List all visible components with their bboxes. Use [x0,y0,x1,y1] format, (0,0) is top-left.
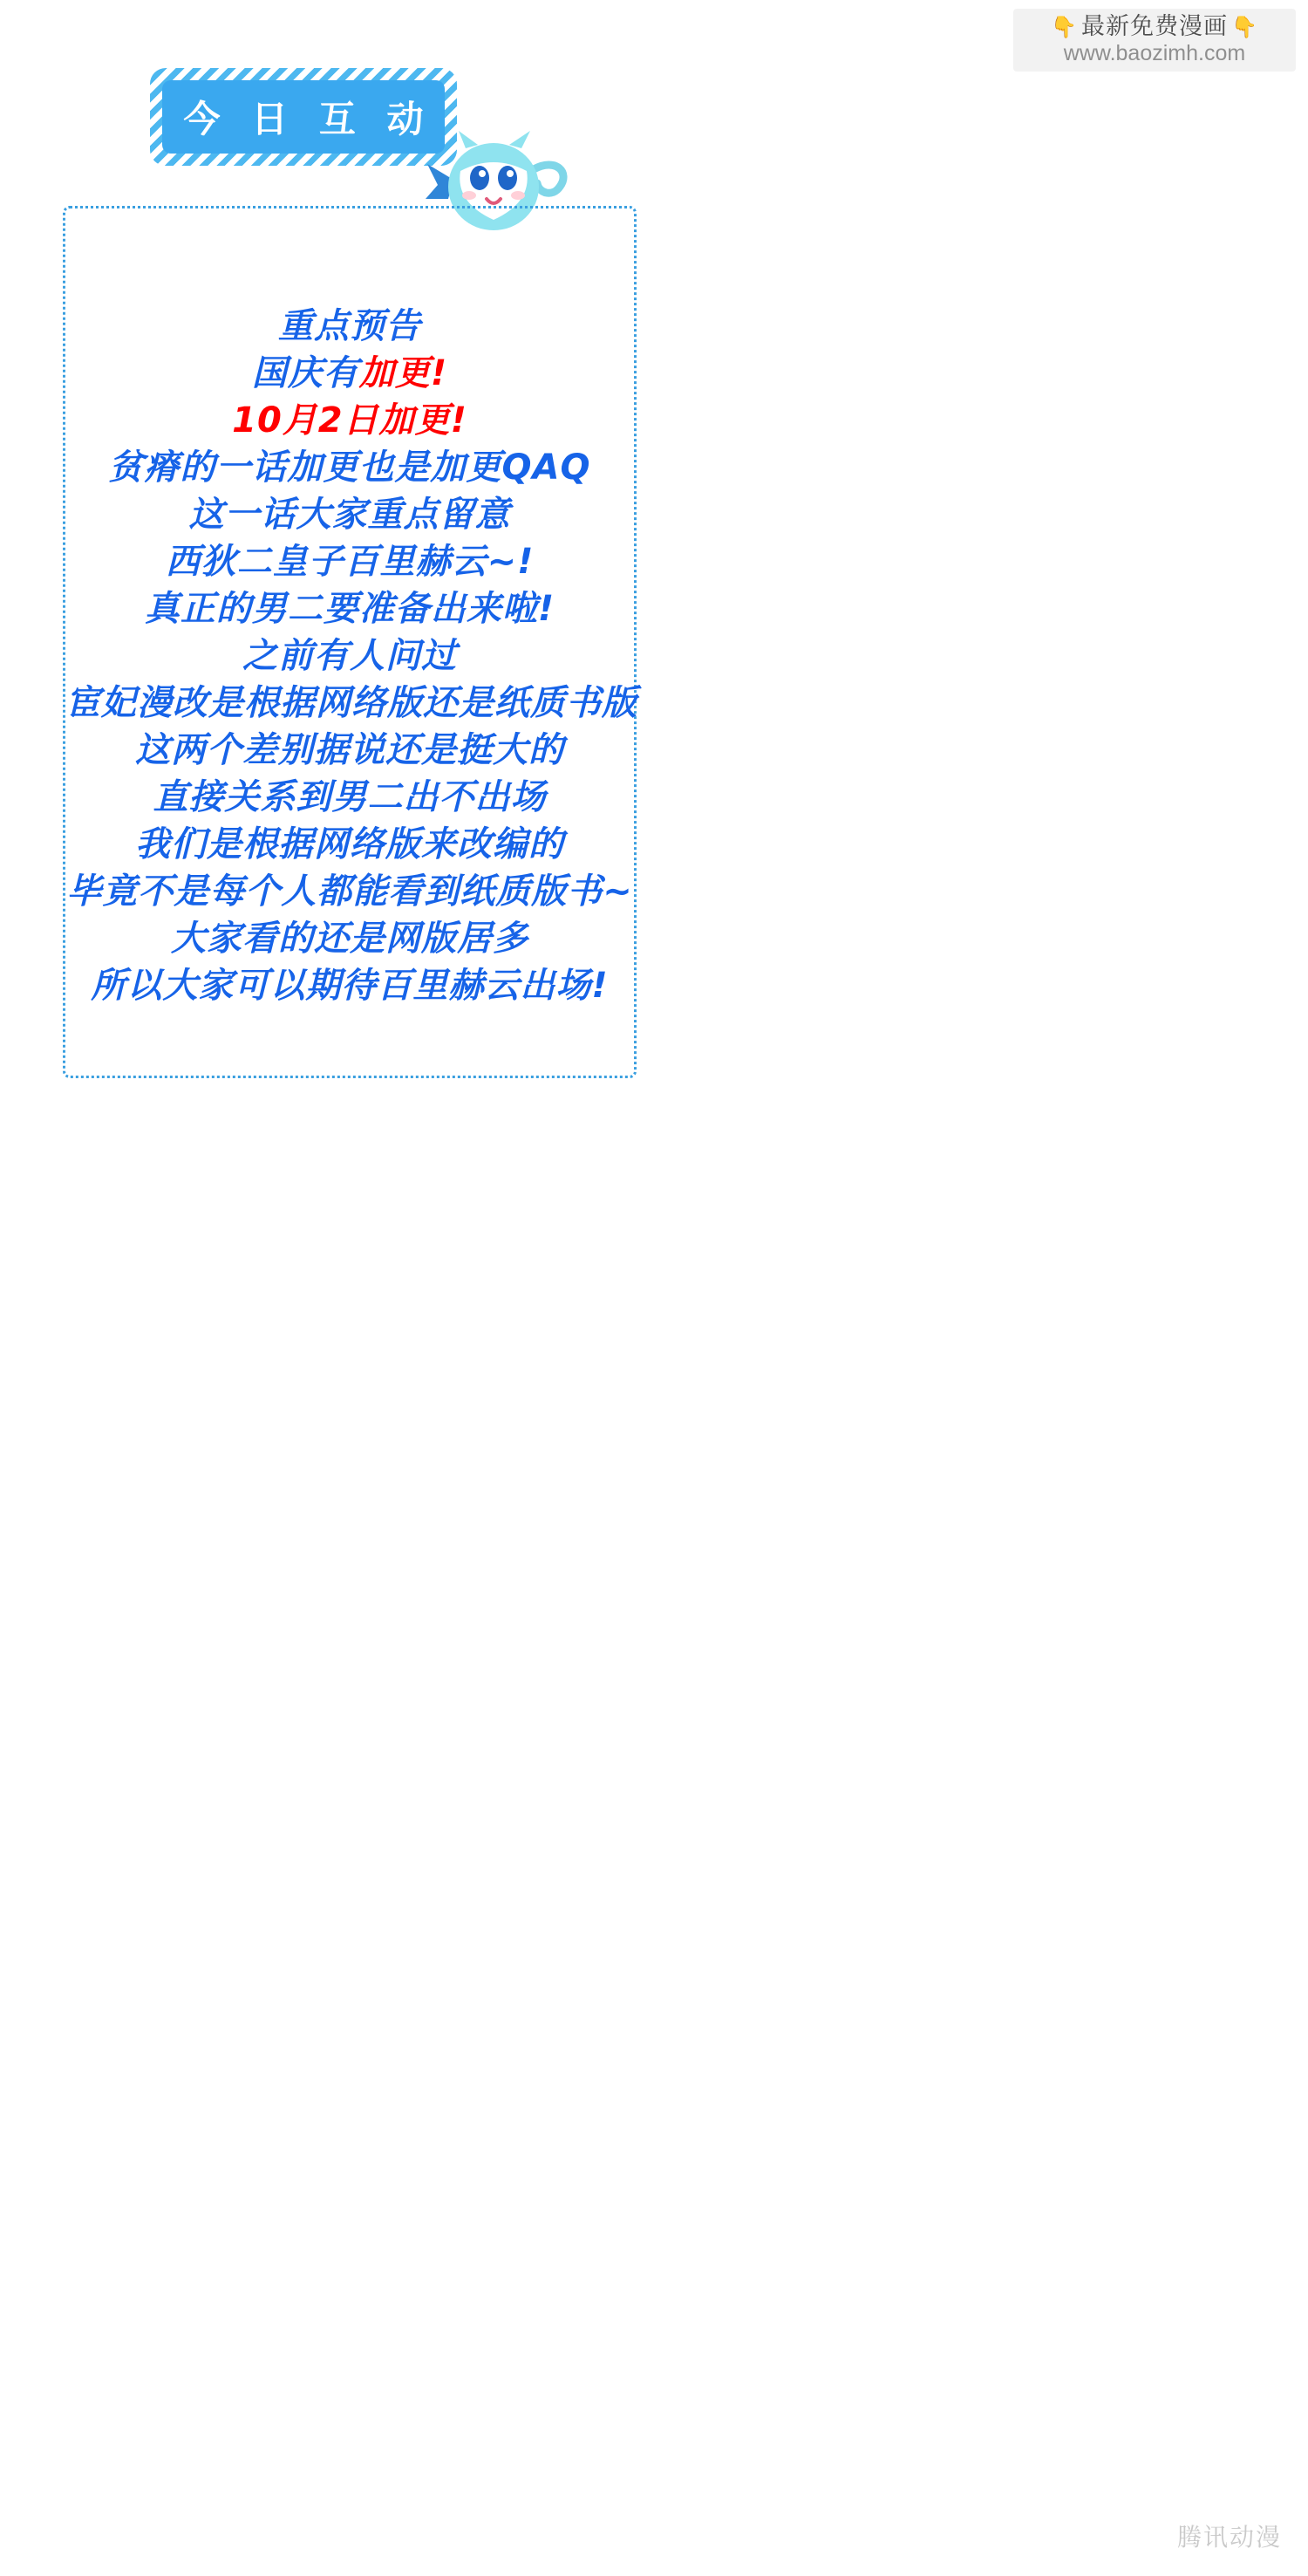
announcement-line [65,444,634,491]
announcement-line [65,491,634,538]
publisher-logo: 腾讯动漫 [1176,2524,1282,2551]
plain-text: 真正的男二要准备出来啦! [144,589,555,629]
announcement-line [65,821,634,868]
announcement-line [65,303,634,350]
plain-text: 国庆有 [251,353,359,393]
announcement-line [65,727,634,774]
plain-text: 宦妃漫改是根据网络版还是纸质书版 [65,683,637,723]
announcement-line [65,632,634,680]
announcement-line [65,397,634,444]
plain-text: 大家看的还是网版居多 [171,919,528,959]
plain-text: 这一话大家重点留意 [188,495,511,535]
plain-text: 这两个差别据说还是挺大的 [135,730,564,770]
plain-text: 所以大家可以期待百里赫云出场! [91,966,609,1006]
watermark-title-row [1047,14,1262,40]
announcement-line [65,538,634,585]
announcement-line [65,774,634,821]
highlighted-text: 加更! [358,353,448,393]
announcement-text [65,303,637,1009]
highlighted-text: 10月2日加更! [232,400,467,441]
plain-text: 我们是根据网络版来改编的 [135,824,564,864]
announcement-line [65,350,634,397]
watermark-title: 最新免费漫画 [1081,13,1228,40]
announcement-line [65,585,634,632]
watermark-url: www.baozimh.com [1063,40,1246,65]
plain-text: 西狄二皇子百里赫云~! [165,542,535,582]
plain-text: 直接关系到男二出不出场 [153,777,547,817]
site-watermark [1013,9,1296,72]
plain-text: 之前有人问过 [242,636,457,676]
announcement-line [65,680,637,727]
announcement-line [65,962,634,1009]
banner-title: 今 日 互 动 [183,99,434,140]
plain-text: 重点预告 [278,306,421,346]
pointing-hand-left-icon: 👇 [1051,16,1078,40]
announcement-line [65,915,634,962]
plain-text: 贫瘠的一话加更也是加更QAQ [108,448,591,488]
header-banner [150,68,560,166]
pointing-hand-right-icon: 👇 [1231,16,1258,40]
announcement-box [63,206,637,1078]
announcement-line [65,868,634,915]
plain-text: 毕竟不是每个人都能看到纸质版书~ [66,871,633,912]
